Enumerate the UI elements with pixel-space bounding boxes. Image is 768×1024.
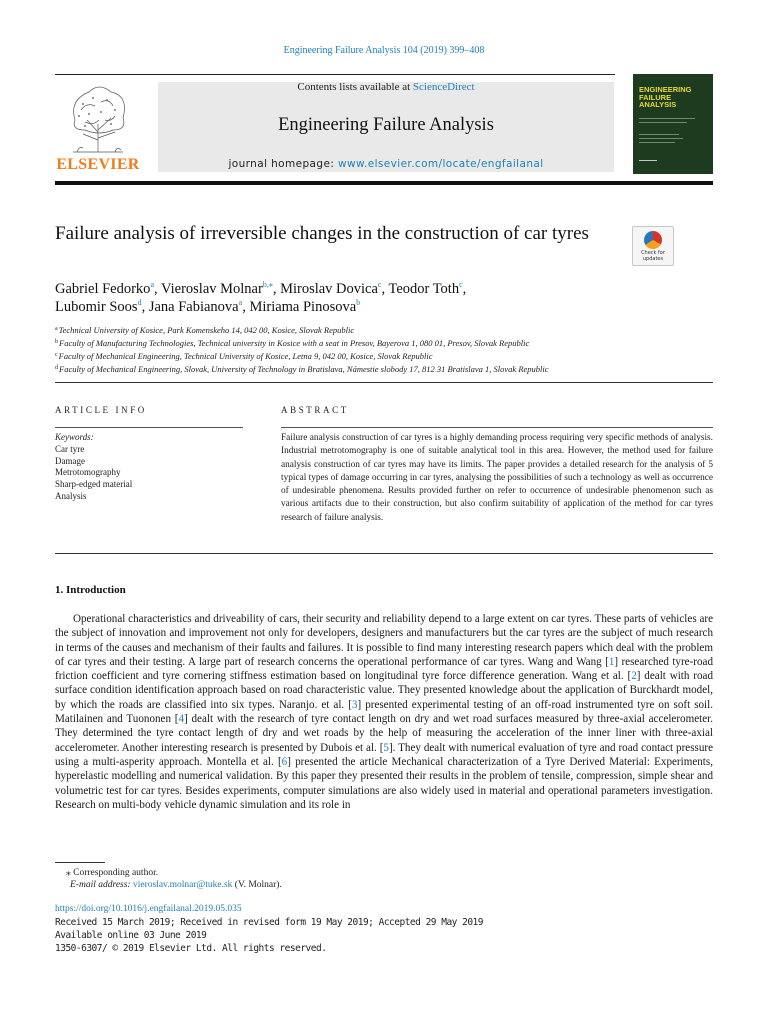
author-name: Miriama Pinosova <box>249 299 357 315</box>
author-separator: , <box>242 299 250 315</box>
cover-decoration <box>639 138 683 139</box>
email-suffix: (V. Molnar). <box>232 880 282 890</box>
section-rule <box>55 382 713 383</box>
email-label: E-mail address: <box>70 880 133 890</box>
author-separator: , <box>462 281 467 297</box>
keywords-label: Keywords: <box>55 432 94 442</box>
author-email-link[interactable]: vieroslav.molnar@tuke.sk <box>132 880 233 890</box>
author-affiliation-mark[interactable]: a <box>238 298 243 307</box>
affiliation-item <box>55 336 715 349</box>
citation-link[interactable]: 6 <box>281 755 288 768</box>
affiliation-mark: a <box>55 326 58 332</box>
keyword: Analysis <box>55 490 87 501</box>
corresponding-author-note <box>66 867 158 878</box>
affiliation-item <box>55 323 715 336</box>
cover-title: ENGINEERING FAILURE ANALYSIS <box>639 85 692 109</box>
author-affiliation-mark[interactable]: b <box>356 298 361 307</box>
author-name: Teodor Toth <box>388 281 460 297</box>
publisher-wordmark: ELSEVIER <box>56 156 140 173</box>
keyword: Sharp-edged material <box>55 479 133 490</box>
affiliation-text: Faculty of Manufacturing Technologies, Technical university in Kosice with a seat in Presov, Bayerova 1, 080 01, Presov, Slovak Republic <box>59 338 530 348</box>
header-rule <box>55 74 615 75</box>
abstract-heading: ABSTRACT <box>281 405 349 415</box>
affiliation-list <box>55 323 715 375</box>
affiliation-text: Faculty of Mechanical Engineering, Technical University of Kosice, Letna 9, 042 00, Kosice, Slovak Republic <box>58 351 433 361</box>
contents-prefix: Contents lists available at <box>297 81 413 93</box>
citation-link[interactable]: 3 <box>351 698 358 711</box>
available-online: Available online 03 June 2019 <box>55 930 207 941</box>
affiliation-item <box>55 362 715 375</box>
citation-link[interactable]: 4 <box>178 713 185 726</box>
affiliation-text: Faculty of Mechanical Engineering, Slovak, University of Technology in Bratislava, Námestie slobody 17, 812 31 Bratislava 1, Slovak Republic <box>59 364 549 374</box>
author-separator: , <box>272 281 281 297</box>
author-affiliation-mark[interactable]: d <box>137 298 142 307</box>
cover-decoration <box>639 134 679 135</box>
abstract-text: Failure analysis construction of car tyres is a highly demanding process requiring very specific methods of analysis. Industrial metrotomography is one of suitable analytical tool in this area. However, the method used for failure analysis construction of car tyres may have its limits. The paper provides a detailed research for the analysis of 5 typical types of damage occurring in car tyres, analysing the possibilities of such a technology as well as occurrence of undesirable phenomena. Results provided further on refer to occurrence of undesirable phenomenon such as various artifacts due to their construction, but also confirm suitability of application of the method for car tyres research of failure analysis. <box>281 433 713 523</box>
author-list <box>55 280 695 316</box>
abstract-rule <box>281 427 713 428</box>
footnote-rule <box>55 862 105 863</box>
keyword: Metrotomography <box>55 467 121 478</box>
contents-line <box>158 81 614 93</box>
author-name: Vieroslav Molnar <box>161 281 263 297</box>
author-affiliation-mark[interactable]: c <box>377 280 382 289</box>
author-name: Miroslav Dovica <box>280 281 378 297</box>
author-separator: , <box>154 281 161 297</box>
keyword: Car tyre <box>55 443 85 454</box>
homepage-prefix: journal homepage: <box>228 158 338 170</box>
cover-decoration <box>639 160 657 161</box>
header-thick-rule <box>55 181 713 185</box>
author-affiliation-mark[interactable]: b,⁎ <box>262 280 273 289</box>
homepage-line <box>158 158 614 170</box>
check-for-updates-button[interactable] <box>632 226 674 266</box>
cover-decoration <box>639 118 695 119</box>
affiliation-mark: b <box>55 339 58 345</box>
copyright: 1350-6307/ © 2019 Elsevier Ltd. All rights reserved. <box>55 943 327 954</box>
author-name: Gabriel Fedorko <box>55 281 151 297</box>
journal-title: Engineering Failure Analysis <box>278 115 494 135</box>
introduction-paragraph: Operational characteristics and driveability of cars, their security and reliability depend to a large extent on car tyres. These parts of vehicles are the subject of innovation and improvement not only for developers, designers and manufacturers but the car tyres are the subject of much research in terms of the causes and mechanism of their faults and failures. It is possible to find many interesting research papers which deal with the problem of car tyres and their testing. A large part of research concerns the operational performance of car tyres. Wang and Wang [1] researched tyre-road friction coefficient and tyre cornering stiffness estimation based on longitudinal tyre force difference generation. Wang et al. [2] dealt with road surface condition identification approach based on road characteristic value. They presented knowledge about the application of Burckhardt model, by which the roads are classified into six types. Naranjo. et al. [3] presented experimental testing of an off-road instrumented tyre on soft soil. Matilainen and Tuononen [4] dealt with the research of tyre contact length on dry and wet road surfaces measured by three-axial accelerometer. They determined the tyre contact length of dry and wet roads by the help of measuring the acceleration of the inner liner with three-axial accelerometer. Another interesting research is presented by Dubois et al. [5]. They dealt with numerical evaluation of tyre and road contact pressure using a multi-asperity approach. Montella et al. [6] presented the article Mechanical characterization of a Tyre Derived Material: Experiments, hyperelastic modelling and numerical validation. By this paper they presented their results in the problem of tensile, compression, simple shear and volumetric test for car tyres. Besides experiments, computer simulations are also widely used in material and operational parameters investigation. Research on multi-body vehicle dynamic simulation and its role in <box>55 613 713 811</box>
author-affiliation-mark[interactable]: c <box>459 280 463 289</box>
citation-link[interactable]: 1 <box>608 655 615 668</box>
affiliation-text: Technical University of Kosice, Park Komenskeho 14, 042 00, Kosice, Slovak Republic <box>58 325 355 335</box>
citation-link[interactable]: 2 <box>631 670 637 683</box>
author-separator: , <box>381 281 389 297</box>
citation-link[interactable]: 5 <box>383 741 389 754</box>
article-info-rule <box>55 427 243 428</box>
author-separator: , <box>141 299 149 315</box>
sciencedirect-link[interactable]: ScienceDirect <box>412 81 475 93</box>
author-name: Lubomir Soos <box>55 299 138 315</box>
introduction-heading: 1. Introduction <box>55 584 126 596</box>
section-rule <box>55 553 713 554</box>
crossmark-icon <box>644 231 662 249</box>
footnote-mark: ⁎ <box>66 868 71 878</box>
article-info-heading: ARTICLE INFO <box>55 405 147 415</box>
cover-decoration <box>639 122 687 123</box>
journal-reference[interactable]: Engineering Failure Analysis 104 (2019) 399–408 <box>283 45 485 56</box>
crossmark-label: Check for updates <box>641 250 665 262</box>
affiliation-mark: d <box>55 365 58 371</box>
keyword: Damage <box>55 455 85 466</box>
author-affiliation-mark[interactable]: a <box>150 280 154 289</box>
doi-link[interactable]: https://doi.org/10.1016/j.engfailanal.2019.05.035 <box>55 904 242 914</box>
keywords-block <box>55 432 243 503</box>
email-note <box>70 880 282 890</box>
homepage-link[interactable]: www.elsevier.com/locate/engfailanal <box>338 158 544 170</box>
footnote-text: Corresponding author. <box>70 868 159 878</box>
received-dates: Received 15 March 2019; Received in revised form 19 May 2019; Accepted 29 May 2019 <box>55 917 483 928</box>
paper-title: Failure analysis of irreversible changes in the construction of car tyres <box>55 223 589 244</box>
affiliation-mark: c <box>55 352 58 358</box>
author-name: Jana Fabianova <box>148 299 239 315</box>
journal-cover-thumbnail[interactable] <box>633 74 713 174</box>
affiliation-item <box>55 349 715 362</box>
cover-decoration <box>639 142 675 143</box>
